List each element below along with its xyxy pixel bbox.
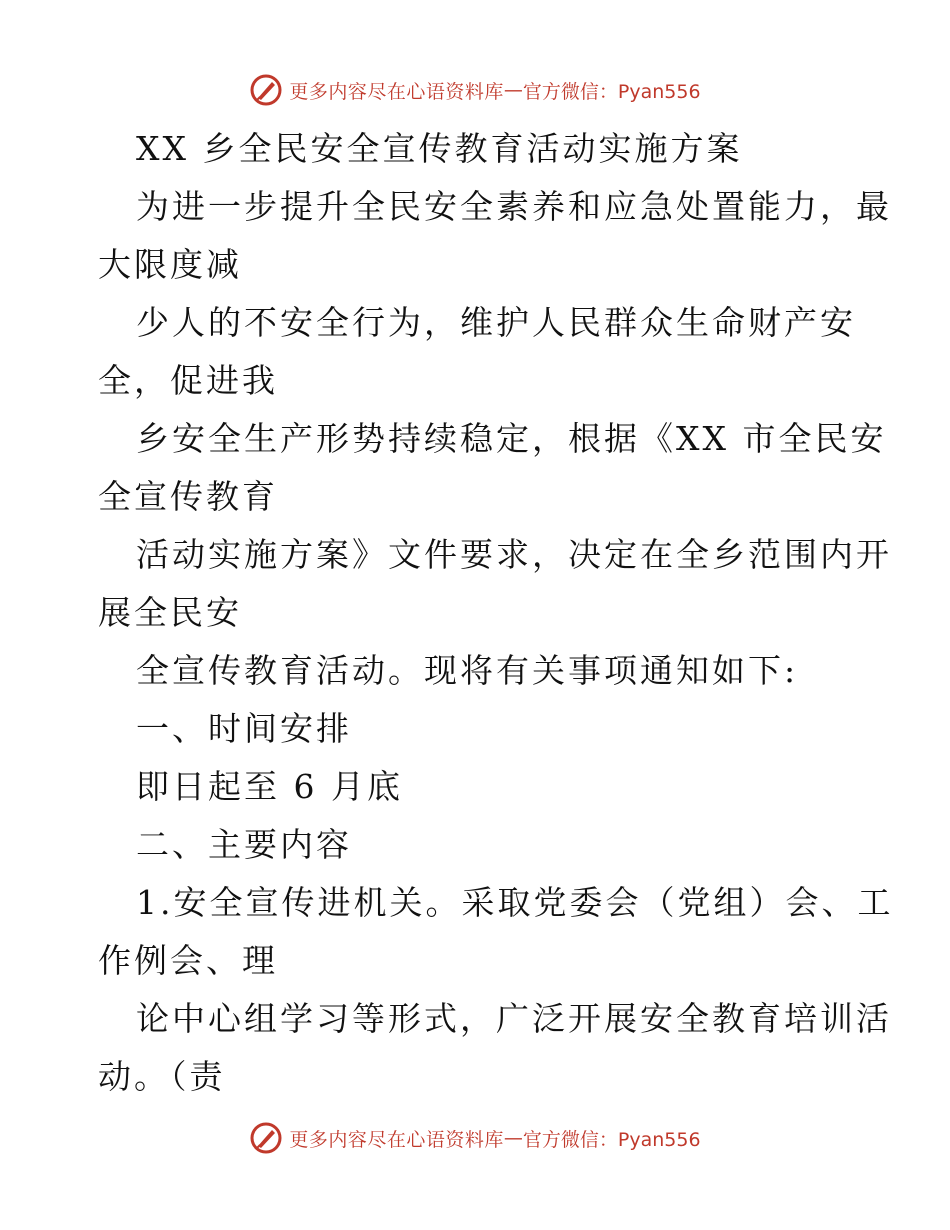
quill-circle-logo-icon xyxy=(249,1121,283,1155)
quill-circle-logo-icon xyxy=(249,73,283,107)
banner-contact: 官方微信：Pyan556 xyxy=(522,1128,701,1151)
text-line: 大限度减 xyxy=(98,245,242,284)
banner-text: 更多内容尽在心语资料库 xyxy=(289,1128,504,1151)
text-line: 全宣传教育活动。现将有关事项通知如下: xyxy=(136,651,799,690)
text-line: 即日起至 6 月底 xyxy=(136,767,403,806)
document-body xyxy=(98,120,894,1106)
text-line: 展全民安 xyxy=(98,593,242,632)
header-banner xyxy=(0,70,950,110)
banner-separator: — xyxy=(503,79,523,101)
text-line: 一、时间安排 xyxy=(136,709,352,748)
text-line: 二、主要内容 xyxy=(136,825,352,864)
text-line: 乡安全生产形势持续稳定，根据《XX 市全民安 xyxy=(136,419,887,458)
text-line: 为进一步提升全民安全素养和应急处置能力，最 xyxy=(136,187,892,226)
text-line: 动。（责 xyxy=(98,1057,226,1096)
banner-separator: — xyxy=(503,1127,523,1149)
text-line: 论中心组学习等形式，广泛开展安全教育培训活 xyxy=(136,999,892,1038)
text-line: 作例会、理 xyxy=(98,941,278,980)
footer-banner xyxy=(0,1118,950,1158)
text-line: 活动实施方案》文件要求，决定在全乡范围内开 xyxy=(136,535,892,574)
banner-contact: 官方微信：Pyan556 xyxy=(522,80,701,103)
text-line: 少人的不安全行为，维护人民群众生命财产安 xyxy=(136,303,856,342)
banner-text: 更多内容尽在心语资料库 xyxy=(289,80,504,103)
text-line: XX 乡全民安全宣传教育活动实施方案 xyxy=(136,129,743,168)
text-line: 全，促进我 xyxy=(98,361,278,400)
text-line: 全宣传教育 xyxy=(98,477,278,516)
text-line: 1.安全宣传进机关。采取党委会（党组）会、工 xyxy=(136,883,894,922)
